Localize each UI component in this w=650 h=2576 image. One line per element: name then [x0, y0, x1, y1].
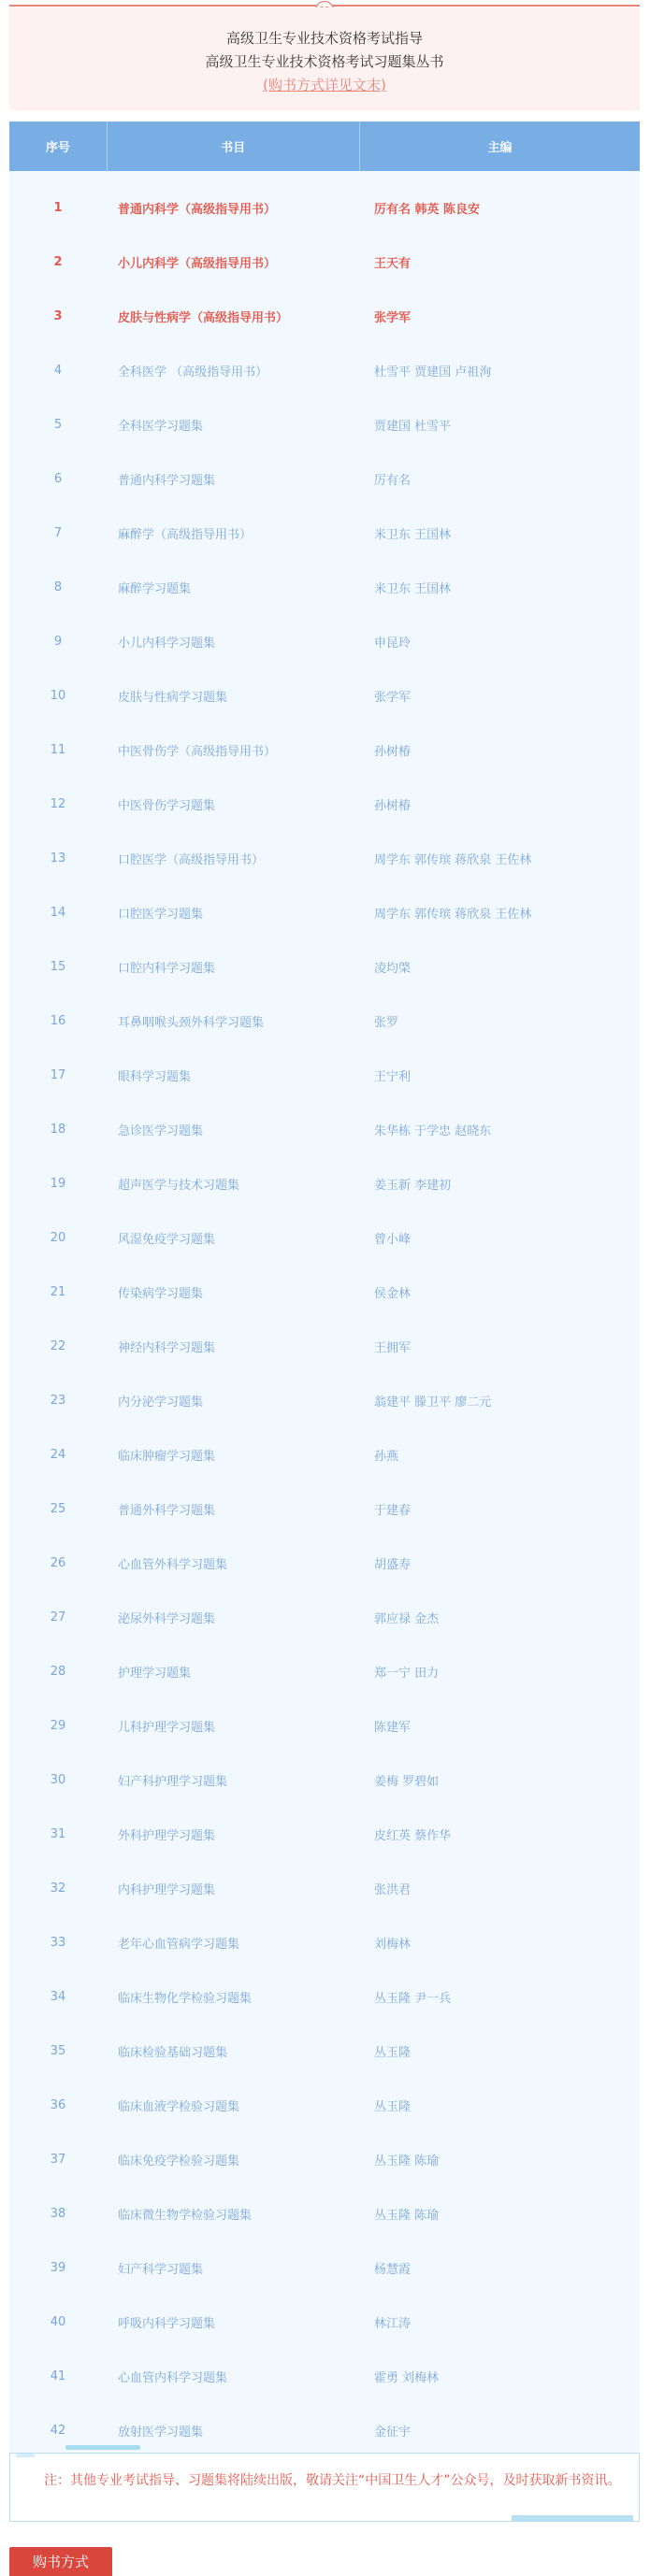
- book-title: 口腔内科学习题集: [118, 961, 216, 976]
- book-title: 急诊医学习题集: [118, 1123, 204, 1138]
- book-editor: 丛玉隆: [374, 2099, 412, 2114]
- book-editor: 丛玉隆 尹一兵: [374, 1991, 452, 2006]
- book-editor: 朱华栋 于学忠 赵晓东: [374, 1123, 492, 1138]
- book-editor: 侯金林: [374, 1286, 412, 1301]
- book-title: 内科护理学习题集: [118, 1882, 216, 1897]
- book-editor: 郭应禄 金杰: [374, 1611, 440, 1626]
- table-row: [9, 614, 640, 668]
- table-row: [9, 506, 640, 560]
- table-body: [9, 171, 640, 2460]
- row-number: 14: [50, 905, 66, 920]
- book-editor: 米卫东 王国林: [374, 527, 452, 542]
- column-header-title: 书目: [108, 122, 360, 171]
- row-number: 9: [53, 634, 63, 649]
- book-editor: 米卫东 王国林: [374, 581, 452, 596]
- book-editor: 于建春: [374, 1503, 412, 1518]
- row-number: 15: [50, 959, 66, 974]
- row-number: 38: [50, 2206, 66, 2221]
- book-title: 临床血液学检验习题集: [118, 2099, 240, 2114]
- table-row: [9, 1048, 640, 1102]
- book-editor: 凌均棨: [374, 961, 412, 976]
- row-number: 21: [50, 1284, 66, 1299]
- book-title: 放射医学习题集: [118, 2425, 204, 2440]
- book-editor: 王拥军: [374, 1340, 412, 1355]
- book-editor: 杨慧霞: [374, 2262, 412, 2277]
- row-number: 41: [50, 2368, 66, 2383]
- book-editor: 张罗: [374, 1015, 399, 1030]
- book-editor: 周学东 郭传瑸 蒋欣泉 王佐林: [374, 852, 532, 867]
- table-row: [9, 235, 640, 289]
- book-editor: 胡盛寿: [374, 1557, 412, 1572]
- book-title: 心血管内科学习题集: [118, 2370, 228, 2385]
- row-number: 8: [53, 580, 63, 594]
- table-row: [9, 885, 640, 939]
- table-row: [9, 1807, 640, 1861]
- column-header-number: 序号: [9, 122, 108, 171]
- note-box: [9, 2453, 640, 2522]
- book-editor: 姜玉新 李建初: [374, 1178, 452, 1193]
- table-row: [9, 831, 640, 885]
- book-editor: 金征宇: [374, 2425, 412, 2440]
- row-number: 37: [50, 2152, 66, 2167]
- table-row: [9, 2186, 640, 2240]
- book-editor: 张学军: [374, 310, 412, 325]
- table-row: [9, 397, 640, 451]
- table-row: [9, 451, 640, 506]
- book-editor: 郑一宁 田力: [374, 1666, 440, 1681]
- book-editor: 霍勇 刘梅林: [374, 2370, 440, 2385]
- book-editor: 翁建平 滕卫平 廖二元: [374, 1395, 492, 1410]
- book-title: 口腔医学（高级指导用书）: [118, 852, 265, 867]
- table-row: [9, 1536, 640, 1590]
- book-editor: 厉有名: [374, 473, 412, 488]
- table-row: [9, 1969, 640, 2024]
- table-row: [9, 289, 640, 343]
- row-number: 29: [50, 1718, 66, 1733]
- row-number: 16: [50, 1013, 66, 1028]
- note-corner-decoration: [16, 2454, 35, 2457]
- book-editor: 王天有: [374, 256, 412, 271]
- book-title: 皮肤与性病学习题集: [118, 690, 228, 705]
- book-editor: 贾建国 杜雪平: [374, 419, 452, 434]
- row-number: 35: [50, 2043, 66, 2058]
- book-title: 眼科学习题集: [118, 1069, 192, 1084]
- row-number: 12: [50, 796, 66, 811]
- table-row: [9, 1590, 640, 1644]
- table-row: [9, 2240, 640, 2295]
- row-number: 7: [53, 525, 63, 540]
- row-number: 36: [50, 2097, 66, 2112]
- book-editor: 刘梅林: [374, 1937, 412, 1952]
- book-title: 麻醉学习题集: [118, 581, 192, 596]
- row-number: 11: [50, 742, 66, 757]
- table-row: [9, 2078, 640, 2132]
- table-row: [9, 1156, 640, 1210]
- table-row: [9, 1753, 640, 1807]
- book-title: 呼吸内科学习题集: [118, 2316, 216, 2331]
- book-title: 泌尿外科学习题集: [118, 1611, 216, 1626]
- row-number: 23: [50, 1393, 66, 1408]
- book-editor: 厉有名 韩英 陈良安: [374, 202, 481, 217]
- table-row: [9, 1644, 640, 1698]
- book-title: 普通外科学习题集: [118, 1503, 216, 1518]
- table-row: [9, 1265, 640, 1319]
- row-number: 2: [53, 254, 63, 269]
- table-row: [9, 1210, 640, 1265]
- row-number: 20: [50, 1230, 66, 1245]
- book-editor: 曾小峰: [374, 1232, 412, 1247]
- book-title: 传染病学习题集: [118, 1286, 204, 1301]
- column-header-editor: 主编: [487, 141, 513, 155]
- book-title: 临床微生物学检验习题集: [118, 2208, 253, 2223]
- purchase-info-link[interactable]: (购书方式详见文末): [263, 77, 386, 93]
- row-number: 1: [53, 200, 63, 215]
- table-header: [9, 122, 640, 171]
- table-row: [9, 560, 640, 614]
- book-title: 全科医学 （高级指导用书）: [118, 365, 268, 379]
- book-title: 临床检验基础习题集: [118, 2045, 228, 2060]
- book-editor: 丛玉隆: [374, 2045, 412, 2060]
- table-row: [9, 1102, 640, 1156]
- book-title: 普通内科学习题集: [118, 473, 216, 488]
- book-title: 口腔医学习题集: [118, 907, 204, 922]
- table-row: [9, 723, 640, 777]
- row-number: 5: [53, 417, 63, 432]
- row-number: 25: [50, 1501, 66, 1516]
- book-title: 耳鼻咽喉头颈外科学习题集: [118, 1015, 265, 1030]
- book-title: 中医骨伤学（高级指导用书）: [118, 744, 277, 759]
- table-row: [9, 939, 640, 994]
- table-row: [9, 668, 640, 723]
- row-number: 17: [50, 1067, 66, 1082]
- book-editor: 周学东 郭传瑸 蒋欣泉 王佐林: [374, 907, 532, 922]
- book-title: 麻醉学（高级指导用书）: [118, 527, 253, 542]
- table-row: [9, 343, 640, 397]
- row-number: 34: [50, 1989, 66, 2004]
- book-title: 临床肿瘤学习题集: [118, 1449, 216, 1464]
- table-row: [9, 180, 640, 235]
- book-editor: 孙树椿: [374, 744, 412, 759]
- book-title: 临床生物化学检验习题集: [118, 1991, 253, 2006]
- book-title: 中医骨伤学习题集: [118, 798, 216, 813]
- row-number: 4: [53, 363, 63, 378]
- purchase-method-button[interactable]: 购书方式: [9, 2547, 112, 2576]
- book-title: 外科护理学习题集: [118, 1828, 216, 1843]
- row-number: 24: [50, 1447, 66, 1462]
- row-number: 32: [50, 1881, 66, 1896]
- row-number: 18: [50, 1122, 66, 1137]
- row-number: 13: [50, 851, 66, 866]
- book-title: 儿科护理学习题集: [118, 1720, 216, 1735]
- row-number: 40: [50, 2314, 66, 2329]
- table-row: [9, 1427, 640, 1481]
- book-editor: 杜雪平 贾建国 卢祖洵: [374, 365, 492, 379]
- book-title: 普通内科学（高级指导用书）: [118, 202, 277, 217]
- note-text: 注：其他专业考试指导、习题集将陆续出版，敬请关注“中国卫生人才”公众号，及时获取新书资讯。: [44, 2473, 621, 2488]
- book-editor: 皮红英 蔡作华: [374, 1828, 452, 1843]
- table-row: [9, 1698, 640, 1753]
- book-title: 超声医学与技术习题集: [118, 1178, 240, 1193]
- book-editor: 姜梅 罗碧如: [374, 1774, 440, 1789]
- row-number: 31: [50, 1826, 66, 1841]
- table-row: [9, 777, 640, 831]
- book-editor: 陈建军: [374, 1720, 412, 1735]
- row-number: 42: [50, 2423, 66, 2438]
- book-title: 妇产科护理学习题集: [118, 1774, 228, 1789]
- row-number: 3: [53, 308, 63, 323]
- row-number: 27: [50, 1610, 66, 1624]
- row-number: 22: [50, 1338, 66, 1353]
- table-row: [9, 1861, 640, 1915]
- book-title: 小儿内科学习题集: [118, 636, 216, 651]
- series-title-1: 高级卫生专业技术资格考试指导: [225, 30, 423, 47]
- book-title: 护理学习题集: [118, 1666, 192, 1681]
- book-title: 神经内科学习题集: [118, 1340, 216, 1355]
- book-title: 小儿内科学（高级指导用书）: [118, 256, 277, 271]
- book-title: 老年心血管病学习题集: [118, 1937, 240, 1952]
- book-title: 皮肤与性病学（高级指导用书）: [118, 310, 289, 325]
- table-row: [9, 2132, 640, 2186]
- table-row: [9, 2349, 640, 2403]
- book-editor: 王宁利: [374, 1069, 412, 1084]
- row-number: 19: [50, 1176, 66, 1191]
- book-list-table: [9, 122, 640, 2460]
- row-number: 39: [50, 2260, 66, 2275]
- table-row: [9, 1319, 640, 1373]
- book-title: 内分泌学习题集: [118, 1395, 204, 1410]
- book-editor: 丛玉隆 陈瑜: [374, 2154, 440, 2168]
- book-editor: 张洪君: [374, 1882, 412, 1897]
- book-editor: 张学军: [374, 690, 412, 705]
- book-editor: 丛玉隆 陈瑜: [374, 2208, 440, 2223]
- scrollbar-thumb[interactable]: [65, 2445, 140, 2450]
- book-editor: 孙树椿: [374, 798, 412, 813]
- table-row: [9, 2295, 640, 2349]
- row-number: 10: [50, 688, 66, 703]
- row-number: 33: [50, 1935, 66, 1950]
- row-number: 30: [50, 1772, 66, 1787]
- table-row: [9, 2024, 640, 2078]
- table-row: [9, 1915, 640, 1969]
- book-title: 临床免疫学检验习题集: [118, 2154, 240, 2168]
- row-number: 6: [53, 471, 63, 486]
- row-number: 28: [50, 1664, 66, 1679]
- book-editor: 林江涛: [374, 2316, 412, 2331]
- series-header: [9, 7, 640, 110]
- table-row: [9, 1481, 640, 1536]
- table-row: [9, 1373, 640, 1427]
- row-number: 26: [50, 1555, 66, 1570]
- book-title: 妇产科学习题集: [118, 2262, 204, 2277]
- series-title-2: 高级卫生专业技术资格考试习题集丛书: [205, 53, 444, 70]
- book-title: 心血管外科学习题集: [118, 1557, 228, 1572]
- book-editor: 孙燕: [374, 1449, 399, 1464]
- book-title: 全科医学习题集: [118, 419, 204, 434]
- book-title: 风湿免疫学习题集: [118, 1232, 216, 1247]
- book-editor: 申昆玲: [374, 636, 412, 651]
- table-row: [9, 994, 640, 1048]
- note-corner-decoration: [512, 2515, 633, 2521]
